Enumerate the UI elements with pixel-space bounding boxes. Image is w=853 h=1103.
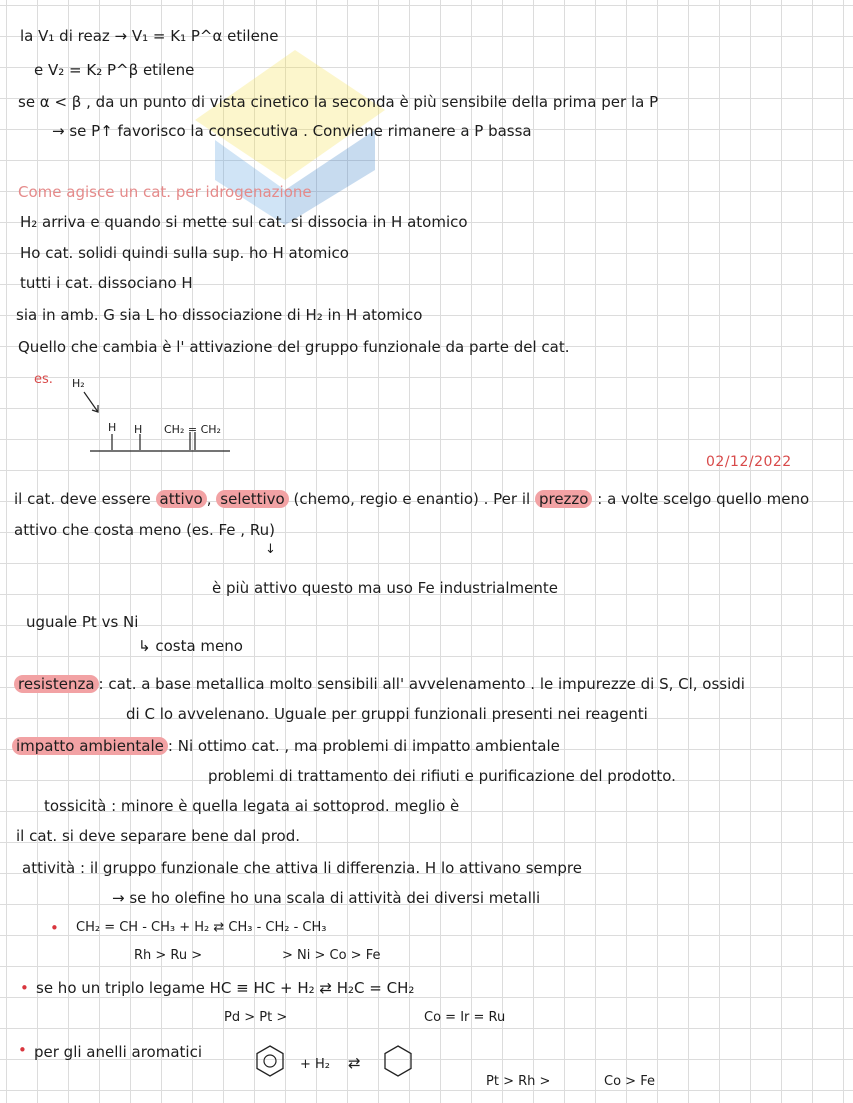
note-all-dissociate: tutti i cat. dissociano H xyxy=(20,274,193,292)
note-h2-dissociation: H₂ arriva e quando si mette sul cat. si dissocia in H atomico xyxy=(20,213,468,231)
activity-order-3a: Pt > Rh > xyxy=(486,1074,551,1089)
text-segment: : a volte scelgo quello meno xyxy=(597,490,810,508)
text-segment: il cat. deve essere xyxy=(14,490,151,508)
note-triple-bond: se ho un triplo legame HC ≡ HC + H₂ ⇄ H₂C = CH₂ xyxy=(36,979,415,997)
comma: , xyxy=(206,490,212,508)
benzene-ring-icon xyxy=(254,1044,286,1078)
highlight-impatto-ambientale: impatto ambientale xyxy=(12,737,168,755)
diagram-h-atom-a: H xyxy=(108,421,117,434)
note-date: 02/12/2022 xyxy=(706,454,792,470)
note-olefin-scale: → se ho olefine ho una scala di attività dei diversi metalli xyxy=(112,889,541,907)
highlight-resistenza: resistenza xyxy=(14,675,99,693)
note-activity: attività : il gruppo funzionale che attiva li differenzia. H lo attivano sempre xyxy=(22,859,582,877)
cyclohexane-ring-icon xyxy=(382,1044,414,1078)
activity-order-1b: > Ni > Co > Fe xyxy=(282,948,381,963)
text-segment: : cat. a base metallica molto sensibili all' avvelenamento . le impurezze di S, Cl, ossidi xyxy=(98,675,745,693)
note-activation: Quello che cambia è l' attivazione del gruppo funzionale da parte del cat. xyxy=(18,338,570,356)
diagram-h-atom-b: H xyxy=(134,423,143,436)
note-environmental-impact xyxy=(12,736,560,756)
text-segment: : Ni ottimo cat. , ma problemi di impatto ambientale xyxy=(167,737,560,755)
rate-equation-2: e V₂ = K₂ P^β etilene xyxy=(34,61,195,79)
highlight-attivo: attivo xyxy=(156,490,207,508)
note-solid-catalysts: Ho cat. solidi quindi sulla sup. ho H atomico xyxy=(20,244,349,262)
highlight-selettivo: selettivo xyxy=(216,490,288,508)
note-sensitivity: se α < β , da un punto di vista cinetico la seconda è più sensibile della prima per la P xyxy=(18,93,659,111)
note-aromatic-rings: per gli anelli aromatici xyxy=(34,1043,202,1061)
note-toxicity: tossicità : minore è quella legata ai sottoprod. meglio è xyxy=(44,797,460,815)
note-gas-liquid: sia in amb. G sia L ho dissociazione di H₂ in H atomico xyxy=(16,306,423,324)
activity-order-1a: Rh > Ru > xyxy=(134,948,203,963)
example-label: es. xyxy=(34,372,53,387)
note-fe-industrial: è più attivo questo ma uso Fe industrialmente xyxy=(212,579,558,597)
note-cheaper-catalyst: attivo che costa meno (es. Fe , Ru) xyxy=(14,521,275,539)
note-low-pressure: → se P↑ favorisco la consecutiva . Conviene rimanere a P bassa xyxy=(52,122,532,140)
note-pt-vs-ni: uguale Pt vs Ni xyxy=(26,613,139,631)
text-segment: (chemo, regio e enantio) . Per il xyxy=(293,490,531,508)
bullet-3: • xyxy=(18,1041,27,1059)
note-costs-less: ↳ costa meno xyxy=(138,637,243,655)
arrow-down: ↓ xyxy=(265,542,276,557)
rate-equation-1: la V₁ di reaz → V₁ = K₁ P^α etilene xyxy=(20,27,279,45)
diagram-ethene: CH₂ = CH₂ xyxy=(164,423,221,436)
note-separation: il cat. si deve separare bene dal prod. xyxy=(16,827,301,845)
note-waste-treatment: problemi di trattamento dei rifiuti e purificazione del prodotto. xyxy=(208,767,676,785)
highlight-prezzo: prezzo xyxy=(535,490,593,508)
reaction-propene: CH₂ = CH - CH₃ + H₂ ⇄ CH₃ - CH₂ - CH₃ xyxy=(76,920,327,935)
note-poisoning: di C lo avvelenano. Uguale per gruppi funzionali presenti nei reagenti xyxy=(126,705,648,723)
diagram-h2-label: H₂ xyxy=(72,377,85,390)
bullet-2: • xyxy=(20,979,29,997)
equilibrium-arrow: ⇄ xyxy=(348,1054,361,1072)
section-heading-hydrogenation: Come agisce un cat. per idrogenazione xyxy=(18,183,312,201)
note-catalyst-requirements xyxy=(14,489,809,509)
activity-order-2a: Pd > Pt > xyxy=(224,1010,288,1025)
note-resistance xyxy=(14,674,745,694)
bullet-1: • xyxy=(50,919,59,937)
activity-order-3b: Co > Fe xyxy=(604,1074,655,1089)
reaction-plus-h2: + H₂ xyxy=(300,1057,331,1072)
activity-order-2b: Co = Ir = Ru xyxy=(424,1010,506,1025)
